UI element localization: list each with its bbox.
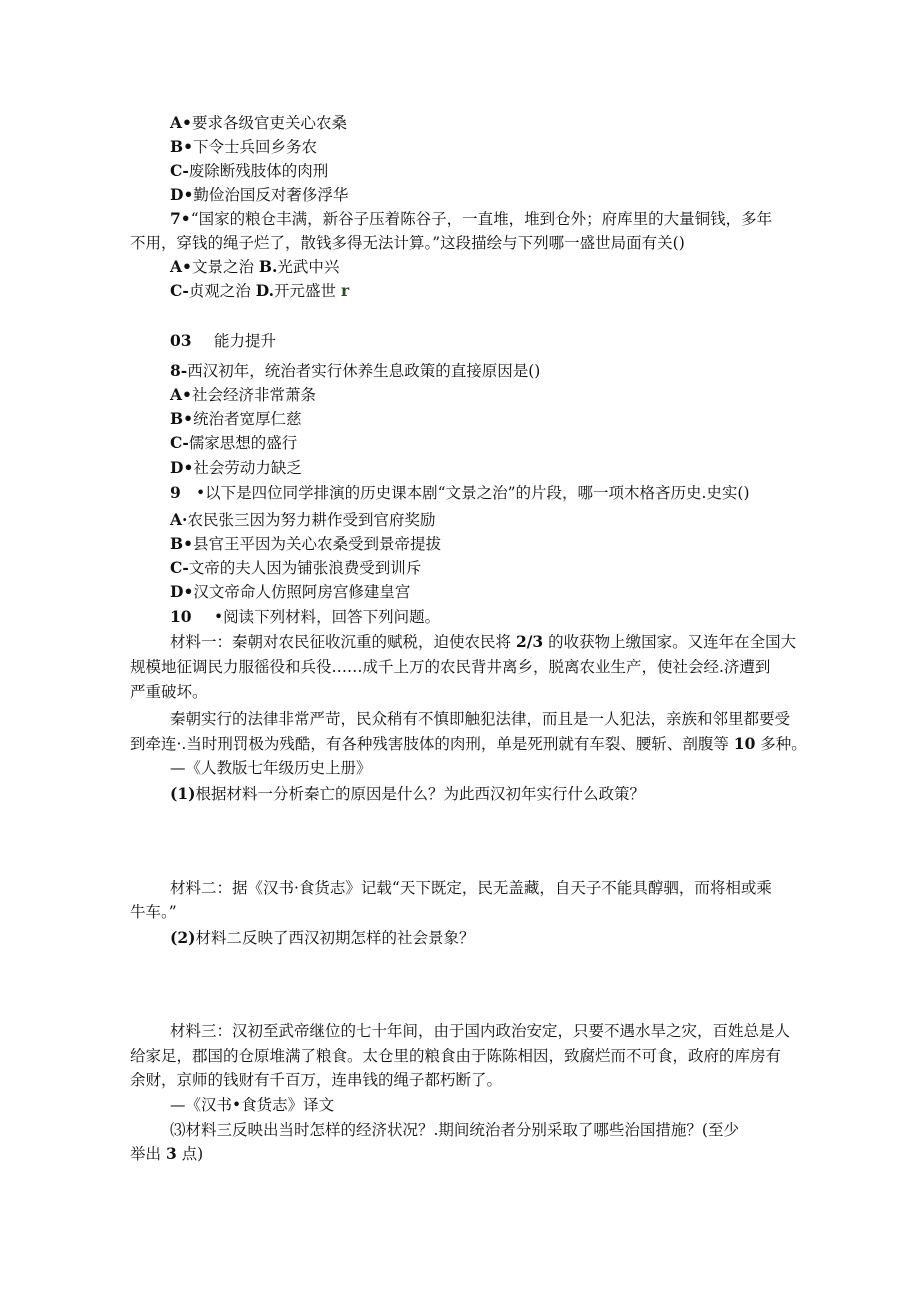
option-text: 农民张三因为努力耕作受到官府奖励	[187, 511, 436, 529]
material-text: 规模地征调民力服徭役和兵役……成千上万的农民背井离乡，脱离农业生产，使社会经.济遭到	[130, 658, 771, 676]
option-label: C-	[170, 558, 189, 577]
source-citation: —《汉书•食货志》译文	[170, 1096, 335, 1114]
material-text: 严重破坏。	[130, 683, 208, 701]
option-label: A•	[170, 257, 192, 276]
option-label: A•	[170, 385, 192, 404]
material-text: 牛车。”	[130, 903, 177, 921]
option-text: 文帝的夫人因为铺张浪费受到训斥	[188, 559, 422, 577]
option-text: 文景之治	[191, 258, 259, 276]
option-label: B•	[170, 534, 194, 553]
option-text: 社会经济非常萧条	[191, 386, 316, 404]
material-2-line-2	[130, 900, 740, 924]
option-text: 下令士兵回乡务农	[193, 138, 318, 156]
option-label: C-	[170, 281, 189, 300]
option-text: 开元盛世	[274, 282, 341, 300]
subquestion-number: (1)	[170, 784, 196, 803]
material-text: 到牵连·.当时刑罚极为残酷，有各种残害肢体的肉刑，单是死刑就有车裂、腰斩、剖腹等	[130, 735, 734, 753]
option-label: C-	[170, 161, 189, 180]
q8-option-b	[170, 407, 780, 431]
option-label: A•	[170, 113, 192, 132]
material-3-line-3	[130, 1068, 740, 1092]
option-label: D•	[170, 582, 194, 601]
question-number: 8-	[170, 361, 188, 380]
q7-options-ab	[170, 255, 780, 279]
material-text: 材料三：汉初至武帝继位的七十年间，由于国内政治安定，只要不遇水旱之灾，百姓总是人	[170, 1022, 791, 1040]
question-text: •以下是四位同学排演的历史课本剧“文景之治”的片段，哪一项木格吝历史.史实()	[196, 484, 750, 502]
q9-option-c	[170, 556, 780, 580]
q10-subquestion-3-line-2	[130, 1142, 740, 1166]
option-label: B.	[258, 257, 278, 276]
option-label: B•	[170, 137, 194, 156]
material-1-line-2	[130, 655, 771, 679]
option-label: A·	[170, 510, 188, 529]
subquestion-text: 材料二反映了西汉初期怎样的社会景象？	[195, 929, 475, 947]
option-text: 要求各级官吏关心农桑	[191, 114, 347, 132]
option-label: D•	[170, 458, 194, 477]
option-text: 县官王平因为关心农桑受到景帝提拔	[193, 535, 442, 553]
option-text: 汉文帝命人仿照阿房宫修建皇宫	[193, 583, 411, 601]
material-text: 材料二：据《汉书·食货志》记载“天下既定，民无盖藏，自天子不能具醇驷，而将相或乘	[170, 879, 772, 897]
section-header	[170, 329, 276, 353]
option-text: 废除断残肢体的肉刑	[188, 162, 329, 180]
q7-options-cd	[170, 279, 780, 303]
material-text: 给家足，郡国的仓原堆满了粮食。太仓里的粮食由于陈陈相因，致腐烂而不可食，政府的库房有	[130, 1047, 782, 1065]
material-text: 材料一：秦朝对农民征收沉重的赋税，迫使农民将	[170, 633, 516, 651]
source-citation: —《人教版七年级历史上册》	[170, 759, 372, 777]
q6-option-a	[170, 111, 780, 135]
material-text: 的收获物上缴国家。又连年在全国大	[543, 633, 797, 651]
q9-option-d	[170, 580, 780, 604]
option-text: 社会劳动力缺乏	[193, 459, 302, 477]
option-text: 勤俭治国反对奢侈浮华	[193, 186, 349, 204]
q7-stem-line-2	[130, 231, 740, 255]
q10-subquestion-1	[170, 782, 780, 806]
material-text: 秦朝实行的法律非常严苛，民众稍有不慎即触犯法律，而且是一人犯法，亲族和邻里都要受	[170, 710, 791, 728]
material-1-line-1	[170, 630, 797, 654]
material-3-source	[170, 1093, 780, 1117]
q8-option-c	[170, 431, 780, 455]
q7-stem-line-1	[170, 207, 780, 231]
question-text: •阅读下列材料，回答下列问题。	[214, 608, 441, 626]
material-1b-line-2	[130, 732, 807, 756]
question-number: 7•	[170, 209, 191, 228]
q10-subquestion-2	[170, 926, 780, 950]
option-label: C-	[170, 433, 189, 452]
material-1b-line-1	[170, 707, 791, 731]
q9-option-a	[170, 508, 780, 532]
material-3-line-2	[130, 1044, 782, 1068]
q10-subquestion-3-line-1	[170, 1118, 780, 1142]
q6-option-c	[170, 159, 780, 183]
material-text: 余财，京师的钱财有千百万，连串钱的绳子都朽断了。	[130, 1071, 503, 1089]
subquestion-text: 根据材料一分析秦亡的原因是什么？为此西汉初年实行什么政策？	[195, 785, 645, 803]
q8-option-a	[170, 383, 780, 407]
q8-option-d	[170, 456, 780, 480]
q9-option-b	[170, 532, 780, 556]
question-number: 10	[170, 607, 192, 626]
q6-option-d	[170, 183, 780, 207]
q6-option-b	[170, 135, 780, 159]
material-3-line-1	[170, 1019, 791, 1043]
question-text: “国家的粮仓丰满，新谷子压着陈谷子，一直堆，堆到仓外；府库里的大量铜钱，多年	[190, 210, 773, 228]
option-label: D•	[170, 185, 194, 204]
material-1-source	[170, 756, 780, 780]
option-text: 光武中兴	[277, 258, 340, 276]
subquestion-text: 点)	[176, 1145, 204, 1163]
q8-stem	[170, 359, 780, 383]
subquestion-number: (2)	[170, 928, 196, 947]
material-text: 多种。	[755, 735, 807, 753]
question-text: 西汉初年，统治者实行休养生息政策的直接原因是()	[187, 362, 541, 380]
q9-stem	[170, 481, 780, 505]
subquestion-text: 举出	[130, 1145, 166, 1163]
section-number: 03	[170, 331, 192, 350]
q10-stem	[170, 605, 780, 629]
option-label: D.	[255, 281, 275, 300]
option-text: 贞观之治	[188, 282, 256, 300]
material-number: 2/3	[515, 632, 544, 651]
question-text: 不用，穿钱的绳子烂了，散钱多得无法计算。”这段描绘与下列哪一盛世局面有关()	[130, 234, 685, 252]
question-number: 9	[170, 483, 181, 502]
subquestion-number: 3	[165, 1144, 177, 1163]
material-number: 10	[733, 734, 756, 753]
material-2-line-1	[170, 876, 780, 900]
subquestion-text: ⑶材料三反映出当时怎样的经济状况？.期间统治者分别采取了哪些治国措施？(至少	[170, 1121, 739, 1139]
option-text: 儒家思想的盛行	[188, 434, 298, 452]
material-1-line-3	[130, 680, 740, 704]
option-text: 统治者宽厚仁慈	[193, 410, 302, 428]
section-title: 能力提升	[214, 332, 277, 350]
stray-mark: r	[340, 281, 350, 300]
option-label: B•	[170, 409, 194, 428]
